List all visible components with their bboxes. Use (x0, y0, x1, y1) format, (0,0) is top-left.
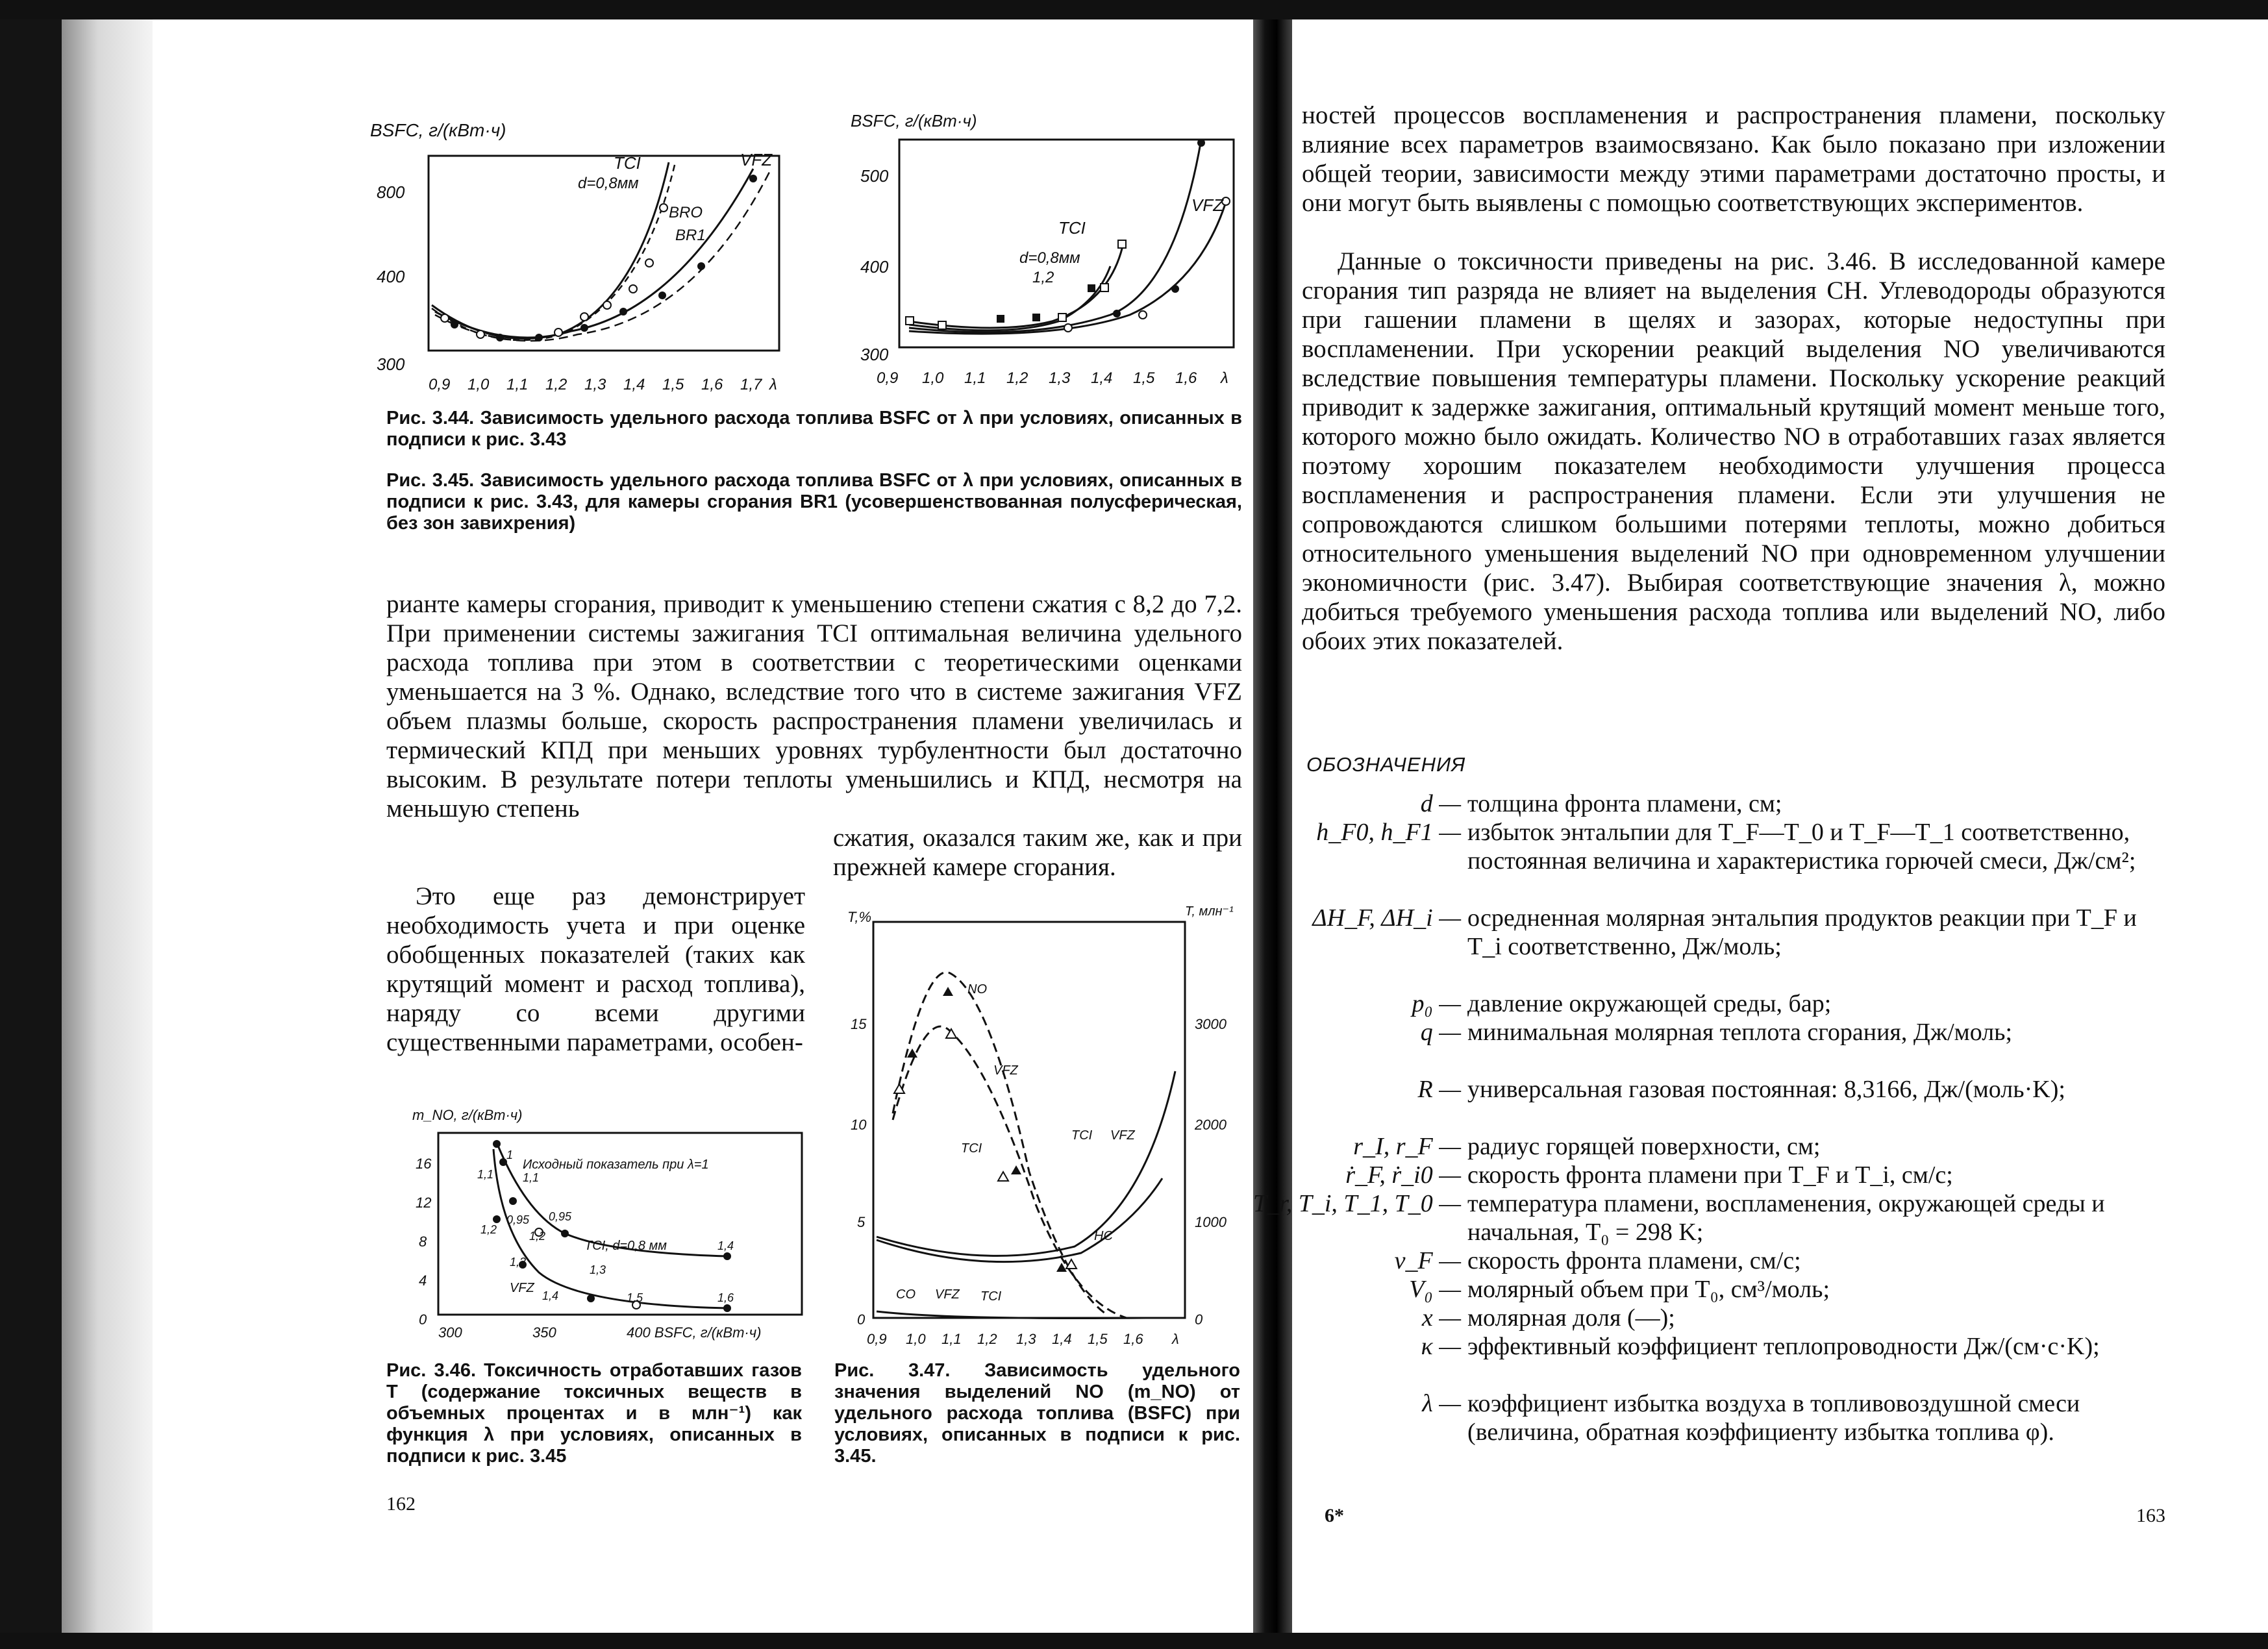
fig347-label: CO (896, 1287, 916, 1302)
fig344-ylabel: BSFC, г/(кВт·ч) (370, 120, 506, 140)
fig346-label: 1,1 (523, 1171, 540, 1184)
fig344-xtick: 1,7 (740, 376, 762, 393)
notation-definition: молярная доля (—); (1467, 1304, 1675, 1332)
fig346-label: 1,3 (590, 1263, 606, 1276)
notation-item (1302, 789, 2169, 818)
fig346-ytick: 16 (416, 1156, 432, 1172)
left-paragraph-1-end: сжатия, оказался таким же, как и при прежней камере сгорания. (833, 824, 1242, 881)
fig344-curve-br1 (435, 172, 769, 341)
notation-definition: молярный объем при T₀, см³/моль; (1467, 1276, 1830, 1303)
caption-fig-3-44: Рис. 3.44. Зависимость удельного расхода топлива BSFC от λ при условиях, описанных в подписи к рис. 3.43 (386, 408, 1242, 450)
fig347-label: VFZ (935, 1287, 960, 1302)
fig344-ytick: 400 (377, 267, 405, 286)
right-paragraph-1: ностей процессов воспламенения и распространения пламени, поскольку влияние всех параметров взаимосвязано. Как было показано при изложении общей теории, зависимости между этими параметрами достаточно просты, и они могут быть выявлены с помощью соответствующих экспериментов. (1302, 101, 2165, 217)
fig347-ytick-right: 2000 (1195, 1117, 1227, 1133)
fig347-xtick: 1,1 (941, 1331, 962, 1347)
notation-symbol: R — (1417, 1076, 1461, 1103)
fig345-xtick: 1,6 (1175, 369, 1197, 387)
notation-definition: универсальная газовая постоянная: 8,3166, Дж/(моль·K); (1467, 1076, 2065, 1103)
notation-item (1302, 1275, 2169, 1304)
caption-fig-3-45: Рис. 3.45. Зависимость удельного расхода топлива BSFC от λ при условиях, описанных в подписи к рис. 3.43, для камеры сгорания BR1 (усовершенствованная полусферическая, без зон завихрения) (386, 470, 1242, 534)
fig347-label: VFZ (993, 1063, 1018, 1078)
scan-edge-left (0, 19, 62, 1633)
fig346-label: Исходный показатель при λ=1 (523, 1158, 709, 1172)
book-spine-shadow (1253, 19, 1292, 1633)
caption-fig-3-47: Рис. 3.47. Зависимость удельного значения выделений NO (m_NO) от удельного расхода топлива (BSFC) при условиях, описанных в подписи к рис. 3.45. (834, 1360, 1240, 1467)
fig346-label: 0,95 (549, 1210, 572, 1223)
notation-definition: коэффициент избытка воздуха в топливовоздушной смеси (величина, обратная коэффициенту избытка топлива φ). (1467, 1390, 2080, 1446)
fig344-xtick: 1,2 (545, 376, 567, 393)
notation-symbol: λ — (1422, 1390, 1461, 1417)
notation-definition: эффективный коэффициент теплопроводности Дж/(см·с·K); (1467, 1333, 2100, 1360)
fig345-xtick: 1,5 (1133, 369, 1155, 387)
fig345-xtick: 1,2 (1006, 369, 1028, 387)
fig345-label: TCI (1058, 218, 1086, 238)
fig347-ytick-left: 0 (857, 1311, 866, 1328)
notation-definition: толщина фронта пламени, см; (1467, 790, 1782, 817)
notation-item (1302, 1246, 2169, 1275)
fig347-curve-no-vfz (893, 973, 1107, 1315)
fig-3-47 (821, 899, 1250, 1354)
fig346-label: 0,95 (506, 1213, 530, 1226)
fig344-xtick: 1,5 (662, 376, 684, 393)
fig345-xtick: λ (1221, 369, 1228, 387)
notation-symbol: x — (1421, 1304, 1461, 1332)
notation-heading: ОБОЗНАЧЕНИЯ (1306, 753, 1466, 776)
fig346-label: 1,1 (477, 1168, 494, 1181)
fig346-label: 1 (506, 1148, 514, 1161)
fig346-ylabel: m_NO, г/(кВт·ч) (412, 1107, 523, 1123)
notation-definition: радиус горящей поверхности, см; (1467, 1133, 1821, 1160)
scan-border-top (0, 0, 2268, 19)
caption-fig-3-46: Рис. 3.46. Токсичность отработавших газов T (содержание токсичных веществ в объемных процентах и в млн⁻¹) как функция λ при условиях, описанных в подписи к рис. 3.45 (386, 1360, 802, 1467)
fig345-ylabel: BSFC, г/(кВт·ч) (851, 111, 977, 130)
fig347-ytick-right: 0 (1195, 1311, 1203, 1328)
fig347-xtick: 0,9 (867, 1331, 887, 1347)
fig344-xtick: 0,9 (429, 376, 451, 393)
fig345-label: d=0,8мм (1019, 249, 1080, 267)
notation-symbol: V₀ — (1409, 1276, 1461, 1303)
fig345-label: 1,2 (1032, 269, 1054, 286)
fig347-xtick: 1,0 (906, 1331, 926, 1347)
notation-symbol: T_r, T_i, T_1, T_0 — (1253, 1190, 1461, 1217)
fig347-xtick: 1,5 (1088, 1331, 1108, 1347)
fig344-label: BR1 (675, 227, 706, 244)
fig347-xtick: 1,6 (1123, 1331, 1143, 1347)
notation-item (1302, 904, 2169, 989)
notation-item (1302, 1304, 2169, 1332)
fig345-ytick: 500 (860, 166, 889, 186)
notation-symbol: p₀ — (1412, 990, 1461, 1017)
notation-item (1302, 818, 2169, 904)
notation-definition: минимальная молярная теплота сгорания, Дж/моль; (1467, 1019, 2013, 1046)
fig347-label: TCI (980, 1289, 1002, 1304)
notation-symbol: q — (1420, 1019, 1461, 1046)
notation-definition: температура пламени, воспламенения, окружающей среды и начальная, T₀ = 298 K; (1467, 1190, 2105, 1246)
fig344-xtick: λ (769, 376, 777, 393)
fig347-ytick-left: 5 (857, 1214, 866, 1230)
fig344-xtick: 1,3 (584, 376, 606, 393)
fig345-curve-vfz (909, 140, 1201, 332)
fig345-xtick: 0,9 (877, 369, 899, 387)
fig346-ytick: 8 (419, 1234, 427, 1250)
fig344-xtick: 1,0 (467, 376, 490, 393)
notation-symbol: ΔH_F, ΔH_i — (1312, 904, 1461, 932)
fig347-ylabel-right: T, млн⁻¹ (1185, 904, 1234, 919)
notation-definition: осредненная молярная энтальпия продуктов реакции при T_F и T_i соответственно, Дж/моль; (1467, 904, 2137, 960)
fig347-label: TCI (961, 1141, 982, 1156)
left-paragraph-1: рианте камеры сгорания, приводит к уменьшению степени сжатия с 8,2 до 7,2. При применении системы зажигания TCI оптимальная величина удельного расхода топлива при этом в соответствии с теоретическими оценками уменьшается на 3 %. Однако, вследствие того что в системе зажигания VFZ объем плазмы больше, скорость распространения пламени увеличилась и термический КПД при меньших уровнях турбулентности был достаточно высоким. В результате потери теплоты уменьшились и КПД, несмотря на меньшую степень (386, 590, 1242, 823)
notation-item (1302, 1161, 2169, 1189)
notation-symbol: ṙ_F, ṙ_i0 — (1345, 1161, 1461, 1189)
notation-symbol: v_F — (1394, 1247, 1461, 1274)
fig347-curve-hc-vfz (877, 1178, 1162, 1262)
fig347-xtick: 1,2 (977, 1331, 997, 1347)
notation-list (1253, 789, 2169, 1491)
fig344-xtick: 1,6 (701, 376, 723, 393)
signature-mark: 6* (1325, 1505, 1344, 1526)
scan-border-bottom (0, 1633, 2268, 1649)
fig346-label: 1,2 (480, 1223, 497, 1236)
fig346-xtick: 300 (438, 1324, 462, 1341)
fig345-xtick: 1,0 (922, 369, 944, 387)
notation-item (1302, 1132, 2169, 1161)
fig344-label: VFZ (740, 150, 773, 169)
fig346-xtick: 400 BSFC, г/(кВт·ч) (627, 1324, 762, 1341)
notation-definition: скорость фронта пламени, см/с; (1467, 1247, 1801, 1274)
fig344-label: TCI (614, 153, 641, 173)
notation-symbol: r_I, r_F — (1353, 1133, 1461, 1160)
fig345-xtick: 1,1 (964, 369, 986, 387)
fig346-label: 1,5 (627, 1291, 643, 1304)
fig347-xtick: 1,4 (1052, 1331, 1072, 1347)
fig346-label: 1,4 (542, 1289, 559, 1302)
fig346-label: 1,4 (717, 1239, 734, 1252)
fig344-ytick: 800 (377, 182, 405, 202)
fig-3-45 (838, 107, 1247, 396)
fig347-xtick: 1,3 (1016, 1331, 1036, 1347)
notation-item (1302, 1332, 2169, 1389)
notation-definition: избыток энтальпии для T_F—T_0 и T_F—T_1 соответственно, постоянная величина и характеристика горючей смеси, Дж/см²; (1467, 819, 2136, 874)
notation-item (1253, 1189, 2169, 1246)
fig346-ytick: 4 (419, 1272, 427, 1289)
notation-item (1302, 1389, 2169, 1475)
left-paragraph-2: Это еще раз демонстрирует необходимость учета и при оценке обобщенных показателей (таких как крутящий момент и расход топлива), наряду со всеми другими существенными параметрами, особен- (386, 882, 805, 1056)
fig346-label: VFZ (510, 1281, 534, 1295)
fig345-xtick: 1,3 (1049, 369, 1071, 387)
fig346-label: TCI, d=0,8 мм (584, 1239, 667, 1253)
notation-definition: скорость фронта пламени при T_F и T_i, см/с; (1467, 1161, 1953, 1189)
fig344-label: d=0,8мм (578, 175, 639, 192)
fig347-ytick-right: 1000 (1195, 1214, 1227, 1230)
notation-item (1302, 989, 2169, 1018)
fig346-ytick: 12 (416, 1195, 432, 1211)
notation-symbol: d — (1420, 790, 1461, 817)
notation-item (1302, 1018, 2169, 1075)
fig347-label: NO (967, 982, 987, 997)
figure-captions-top (386, 408, 1242, 554)
fig344-label: BRO (669, 204, 703, 221)
fig345-ytick: 300 (860, 345, 889, 364)
fig347-ytick-left: 10 (851, 1117, 867, 1133)
fig344-ytick: 300 (377, 354, 405, 374)
fig346-label: 1,3 (510, 1256, 527, 1269)
fig344-xtick: 1,1 (506, 376, 529, 393)
fig-3-44 (364, 110, 818, 396)
scan-edge-shadow (62, 19, 153, 1633)
fig345-label: VFZ (1191, 195, 1224, 215)
fig346-xtick: 350 (532, 1324, 556, 1341)
fig344-xtick: 1,4 (623, 376, 645, 393)
notation-symbol: h_F0, h_F1 — (1316, 819, 1461, 846)
fig346-ytick: 0 (419, 1311, 427, 1328)
notation-symbol: κ — (1421, 1333, 1461, 1360)
fig347-label: VFZ (1110, 1128, 1135, 1143)
notation-item (1302, 1075, 2169, 1132)
fig347-ytick-right: 3000 (1195, 1016, 1227, 1032)
fig345-ytick: 400 (860, 257, 889, 277)
fig346-label: 1,6 (717, 1291, 734, 1304)
fig347-label: HC (1094, 1229, 1113, 1243)
fig347-curve-hc-tci (877, 1071, 1175, 1256)
page-number-left: 162 (386, 1493, 416, 1515)
fig345-xtick: 1,4 (1091, 369, 1113, 387)
notation-definition: давление окружающей среды, бар; (1467, 990, 1832, 1017)
fig347-label: TCI (1071, 1128, 1093, 1143)
fig346-label: 1,2 (529, 1230, 546, 1243)
fig347-xtick: λ (1172, 1331, 1179, 1347)
page-number-right: 163 (2136, 1505, 2165, 1526)
right-paragraph-2: Данные о токсичности приведены на рис. 3.46. В исследованной камере сгорания тип разряда не влияет на выделения CH. Углеводороды образуются при гашении пламени в щелях и зазорах, которые недоступны при воспламенении. При ускорении реакций выделения NO увеличиваются вследствие повышения температуры пламени. Поскольку ускорение реакций приводит к задержке зажигания, оптимальный крутящий момент меньше того, которого можно было ожидать. Количество NO в отработавших газах является поэтому хорошим показателем необходимости улучшения процесса воспламенения и распространения пламени. Если эти улучшения не сопровождаются слишком большими потерями теплоты, можно добиться относительного уменьшения выделений NO при одновременном улучшении экономичности (рис. 3.47). Выбирая соответствующие значения λ, можно добиться требуемого уменьшения расхода топлива или выделений NO, либо обоих этих показателей. (1302, 247, 2165, 655)
fig-3-46 (383, 1104, 812, 1350)
fig347-ylabel-left: T,% (847, 909, 872, 925)
fig347-ytick-left: 15 (851, 1016, 867, 1032)
